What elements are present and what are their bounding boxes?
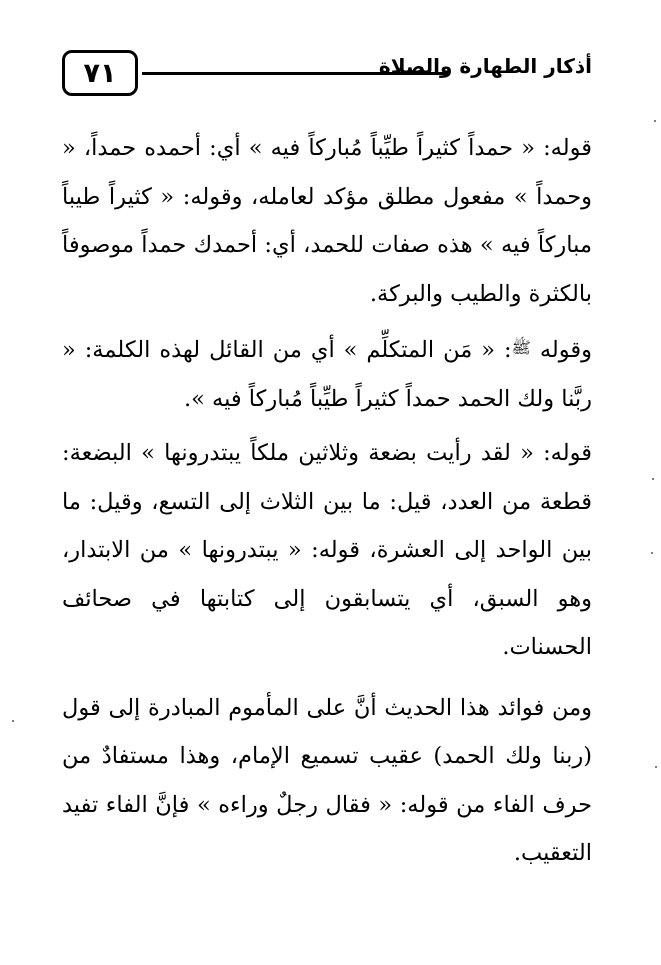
scan-speck bbox=[12, 720, 14, 722]
scan-speck bbox=[655, 766, 657, 768]
scan-speck bbox=[652, 478, 654, 480]
paragraph-1-text: قوله: « حمداً كثيراً طيِّباً مُباركاً فيه » أي: أحمده حمداً، « وحمداً » مفعول مطلق مؤكد لعامله، وقوله: « كثيراً طيباً مباركاً فيه » هذه صفات للحمد، أي: أحمدك حمداً موصوفاً بالكثرة والطيب والبركة. bbox=[62, 135, 592, 307]
paragraph-3-text: قوله: « لقد رأيت بضعة وثلاثين ملكاً يبتدرونها » البضعة: قطعة من العدد، قيل: ما بين الثلاث إلى التسع، وقيل: ما بين الواحد إلى العشرة، قوله: « يبتدرونها » من الابتدار، وهو السبق، أي يتسابقون إلى كتابتها في صحائف الحسنات. bbox=[62, 440, 592, 660]
page-header bbox=[62, 50, 592, 106]
paragraph-2-text-end: : « مَن المتكلِّم » أي من القائل لهذه الكلمة: « ربَّنا ولك الحمد حمداً كثيراً طيِّباً مُباركاً فيه ». bbox=[62, 337, 592, 412]
scan-speck bbox=[651, 552, 653, 554]
scan-speck bbox=[654, 120, 656, 122]
paragraph-4 bbox=[62, 684, 592, 878]
running-title: أذكار الطهارة والصلاة bbox=[378, 54, 592, 78]
paragraph-2 bbox=[62, 324, 592, 423]
honorific-symbol: ﷺ bbox=[511, 338, 531, 357]
paragraph-1 bbox=[62, 124, 592, 318]
body-text bbox=[62, 124, 592, 878]
page-number-box bbox=[62, 50, 138, 96]
paragraph-4-text: ومن فوائد هذا الحديث أنَّ على المأموم المبادرة إلى قول (ربنا ولك الحمد) عقيب تسميع الإمام، وهذا مستفادٌ من حرف الفاء من قوله: « فقال رجلٌ وراءه » فإنَّ الفاء تفيد التعقيب. bbox=[62, 694, 592, 866]
paragraph-2-text-start: وقوله bbox=[539, 337, 592, 363]
paragraph-3 bbox=[62, 429, 592, 672]
page-number: ٧١ bbox=[83, 57, 117, 89]
